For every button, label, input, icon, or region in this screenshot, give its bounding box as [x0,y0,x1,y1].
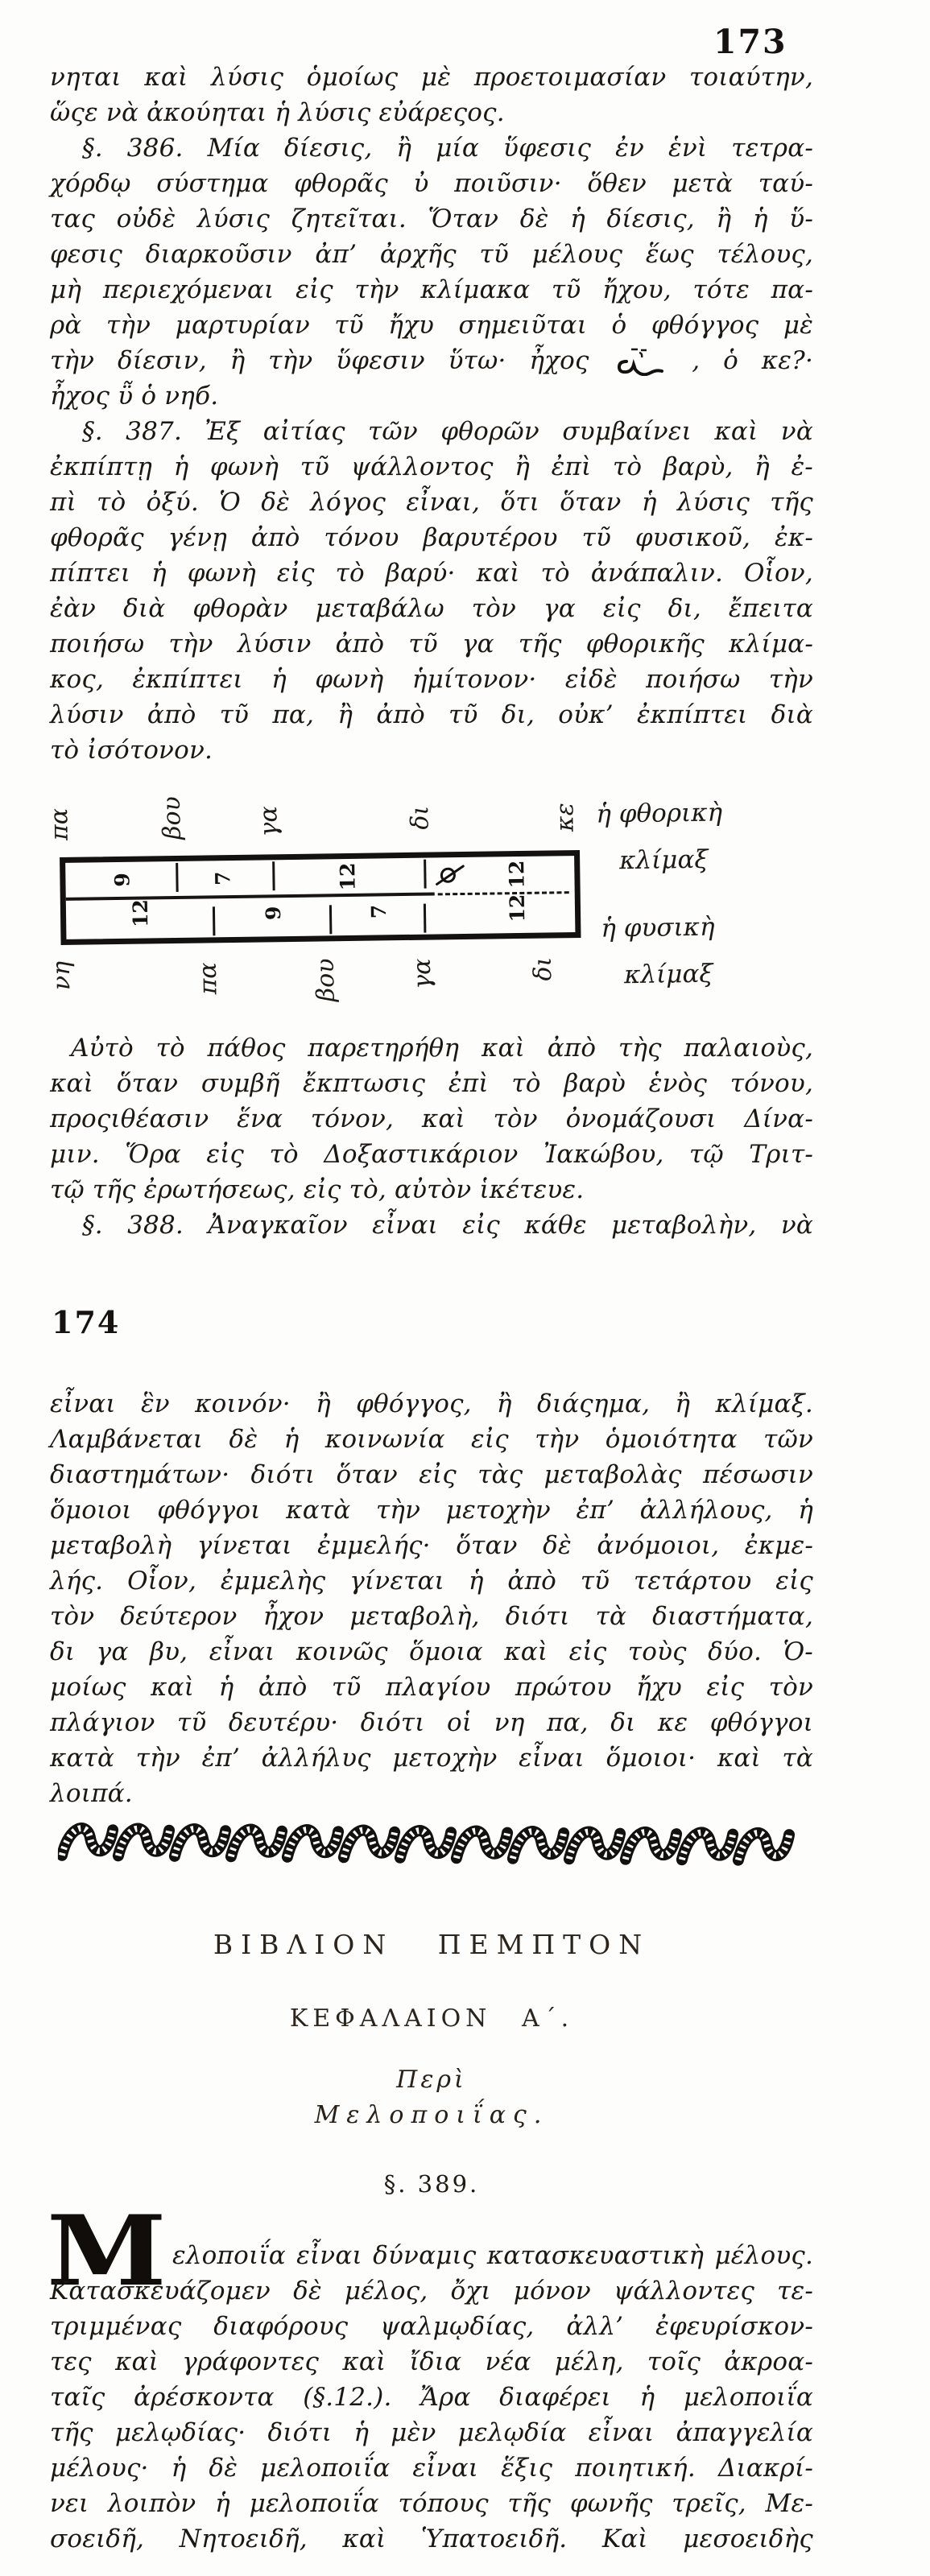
bottom-scale-note: δι [528,956,557,981]
drop-cap-initial: Μ [47,2194,167,2308]
section-389-paragraph-block [50,2238,813,2557]
text-line: ελοποιΐα εἶναι δύναμις κατασκευαστικὴ μέλους. [172,2241,813,2270]
metabole-paragraph [50,1386,813,1811]
rope-scroll-ornament [58,1818,797,1870]
symbol-line-after: , ὁ κε?· [692,346,813,375]
text-line: μεταβολὴ γίνεται ἐμμελής· ὅταν δὲ ἀνόμοιοι, ἐκμε- [50,1531,813,1560]
text-line: ποιήσω τὴν λύσιν ἀπὸ τῦ γα τῆς φθορικῆς κλίμα- [50,630,813,658]
page-174-text-block [50,1386,813,1811]
natural-scale-caption-2: κλίμαξ [623,959,713,990]
diagram-tick [176,863,179,892]
martyria-sign-icon [615,345,665,376]
interval-number-bottom: 12 [128,899,152,928]
text-line: τας οὐδὲ λύσις ζητεῖται. Ὅταν δὲ ἡ δίεσις, ἢ ἡ ὕ- [50,204,813,233]
interval-number-bottom: 7 [366,904,391,919]
text-line: πλάγιον τῦ δευτέρυ· διότι οἱ νη πα, δι κε φθόγγοι [50,1708,813,1737]
text-line: μέλους· ἡ δὲ μελοποιΐα εἶναι ἕξις ποιητική. Διακρί- [50,2454,813,2483]
text-line: ἐκπίπτῃ ἡ φωνὴ τῦ ψάλλοντος ἢ ἐπὶ τὸ βαρὺ, ἢ ἐ- [50,452,813,481]
symbol-line-before: τὴν δίεσιν, ἢ τὴν ὕφεσιν ὕτω· ἦχος [50,346,589,375]
text-line: τες καὶ γράφοντες καὶ ἴδια νέα μέλη, τοῖς ἀκροα- [50,2347,813,2376]
text-line: §. 387. Ἐξ αἰτίας τῶν φθορῶν συμβαίνει καὶ νὰ [82,417,813,446]
text-line: φθορᾶς γένῃ ἀπὸ τόνου βαρυτέρου τῦ φυσικοῦ, ἐκ- [50,523,813,552]
chapter-subtitle-peri: Περὶ [396,2066,467,2094]
text-line: μιν. Ὅρα εἰς τὸ Δοξαστικάριον Ἰακώβου, τῷ Τριτ- [50,1140,813,1169]
chapter-title: ΚΕΦΑΛΑΙΟΝ Α΄. [289,2004,574,2033]
text-line: μοίως καὶ ἡ ἀπὸ τῦ πλαγίου πρώτου ἤχυ εἰς τὸν [50,1673,813,1702]
paragraph-continuation [50,60,813,130]
text-line: Λαμβάνεται δὲ ἡ κοινωνία εἰς τὴν ὁμοιότητα τῶν [50,1425,813,1454]
diagram-tick [213,906,216,935]
phthora-sign-icon [434,862,466,889]
text-line: προςιθέασιν ἕνα τόνον, καὶ τὸν ὀνομάζουσι Δίνα- [50,1104,813,1133]
text-line: χόρδῳ σύστημα φθορᾶς ὐ ποιῦσιν· ὅθεν μετὰ ταύ- [50,169,813,198]
top-scale-note: βου [157,795,187,840]
text-line: Αὐτὸ τὸ πάθος παρετηρήθη καὶ ἀπὸ τὴς παλαιοὺς, [71,1034,813,1063]
top-scale-note: δι [405,805,435,830]
section-387-paragraph [50,414,813,768]
text-line: πίπτει ἡ φωνὴ εἰς τὸ βαρύ· καὶ τὸ ἀνάπαλιν. Οἷον, [50,559,813,588]
text-line: λής. Οἷον, ἐμμελὴς γίνεται ἡ ἀπὸ τῦ τετάρτου εἰς [50,1567,813,1596]
text-line: ὅμοιοι φθόγγοι κατὰ τὴν μετοχὴν ἐπ’ ἀλλήλους, ἡ [50,1496,813,1525]
book-title: ΒΙΒΛΙΟΝ ΠΕΜΠΤΟΝ [213,1929,651,1960]
text-line: τὸ ἰσότονον. [50,736,213,765]
diagram-tick [272,861,275,890]
text-line: καὶ ὅταν συμβῆ ἔκπτωσις ἐπὶ τὸ βαρὺ ἑνὸς τόνου, [50,1069,813,1098]
text-line: λύσιν ἀπὸ τῦ πα, ἢ ἀπὸ τῦ δι, οὐκ’ ἐκπίπτει διὰ [50,700,813,729]
page-173-text-block [50,60,813,768]
dynamis-paragraph [50,1030,813,1208]
section-386-end-line: ἦχος ῧ ὁ νηб. [50,382,219,411]
section-386-paragraph [50,130,813,343]
text-line: ἐὰν διὰ φθορὰν μεταβάλω τὸν γα εἰς δι, ἔπειτα [50,594,813,623]
top-scale-note: κε [550,803,580,832]
interval-number-top: 9 [110,873,134,887]
text-line: κος, ἐκπίπτει ἡ φωνὴ ἡμίτονον· εἰδὲ ποιήσω τὴν [50,665,813,694]
text-line: διαστημάτων· διότι ὅταν εἰς τὰς μεταβολὰς πέσωσιν [50,1460,813,1489]
bottom-scale-note: βου [311,958,341,1002]
bottom-scale-note: γα [407,958,436,990]
text-line: §. 386. Μία δίεσις, ἢ μία ὕφεσις ἐν ἑνὶ τετρα- [82,134,813,163]
text-line: ρὰ τὴν μαρτυρίαν τῦ ἤχυ σημειῦται ὁ φθόγγος μὲ [50,311,813,340]
diagram-tick [424,904,427,933]
text-line: φεσις διαρκοῦσιν ἀπ’ ἀρχῆς τῦ μέλους ἕως τέλους, [50,240,813,269]
diagram-frame [60,850,581,945]
text-line: λοιπά. [50,1779,133,1808]
section-386-symbol-line [50,343,813,378]
bottom-scale-note: νη [47,960,76,991]
after-diagram-text-block [50,1030,813,1243]
diagram-tick [424,860,427,889]
interval-number-top: 12 [504,860,529,889]
interval-number-top: 7 [210,871,235,886]
top-scale-note: πα [44,807,74,841]
bottom-scale-note: πα [193,962,222,995]
interval-number-top: 12 [335,862,360,891]
chapter-subtitle-melopoiias: Μελοποιΐας. [314,2101,549,2129]
text-line: σοειδῆ, Νητοειδῆ, καὶ Ὑπατοειδῆ. Καὶ μεσοειδὴς [50,2524,813,2553]
page-number-174: 174 [52,1304,121,1340]
text-line: Κατασκευάζομεν δὲ μέλος, ὄχι μόνον ψάλλοντες τε- [50,2277,813,2306]
top-scale-note: γα [254,806,283,837]
page-number-173: 173 [713,23,787,61]
text-line: τριμμένας διαφόρους ψαλμῳδίας, ἀλλ’ ἐφευρίσκον- [50,2312,813,2341]
interval-number-bottom: 12 [505,894,529,923]
phthora-scale-caption: ἡ φθορικὴ [596,798,723,829]
text-line: πὶ τὸ ὀξύ. Ὁ δὲ λόγος εἶναι, ὅτι ὅταν ἡ λύσις τῆς [50,488,813,517]
section-388-first-line [50,1208,813,1243]
melopoiia-paragraph [50,2238,813,2557]
text-line: δι γα βυ, εἶναι κοινῶς ὅμοια καὶ εἰς τοὺς δύο. Ὁ- [50,1637,813,1666]
klimax-interval-diagram [44,783,871,1036]
text-line: νηται καὶ λύσις ὁμοίως μὲ προετοιμασίαν τοιαύτην, [50,63,813,92]
text-line: ταῖς ἀρέσκοντα (§.12.). Ἄρα διαφέρει ἡ μελοποιΐα [50,2383,813,2412]
text-line: τῆς μελῳδίας· διότι ἡ μὲν μελῳδία εἶναι ἀπαγγελία [50,2418,813,2447]
text-line: τὸν δεύτερον ἦχον μεταβολὴ, διότι τὰ διαστήματα, [50,1602,813,1631]
text-line: εἶναι ἓν κοινόν· ἢ φθόγγος, ἢ διάςημα, ἢ κλίμαξ. [50,1389,813,1418]
text-line: ὥςε νὰ ἀκούηται ἡ λύσις εὐάρεςος. [50,98,505,127]
text-line: τῷ τῆς ἐρωτήσεως, εἰς τὸ, αὐτὸν ἱκέτευε. [50,1175,585,1204]
text-line: §. 388. Ἀναγκαῖον εἶναι εἰς κάθε μεταβολὴν, νὰ [82,1211,813,1240]
natural-scale-caption: ἡ φυσικὴ [601,912,715,943]
section-389-heading: §. 389. [383,2170,480,2198]
text-line: μὴ περιεχόμεναι εἰς τὴν κλίμακα τῦ ἤχου, τότε πα- [50,275,813,304]
diagram-tick [329,905,333,934]
interval-number-bottom: 9 [261,906,285,921]
text-line: νει λοιπὸν ἡ μελοποιΐα τόπους τῆς φωνῆς τρεῖς, Με- [50,2489,813,2518]
phthora-scale-caption-2: κλίμαξ [618,844,709,876]
text-line: κατὰ τὴν ἐπ’ ἀλλήλυς μετοχὴν εἶναι ὅμοιοι· καὶ τὰ [50,1744,813,1773]
